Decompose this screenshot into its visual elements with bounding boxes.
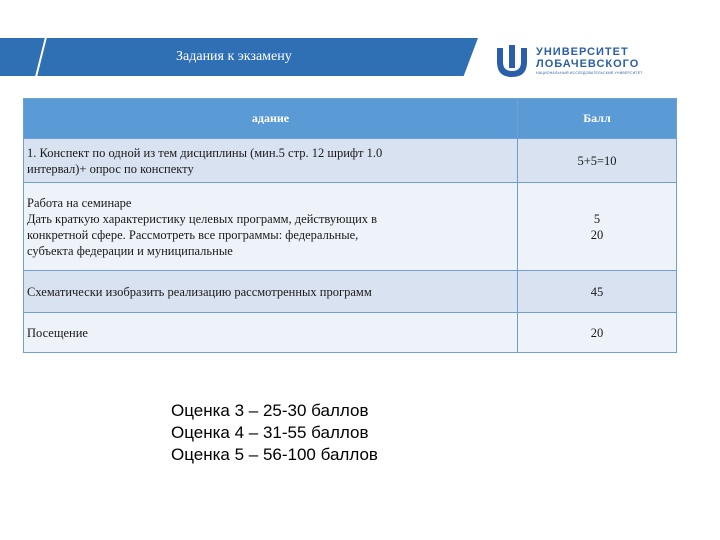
logo-wordmark <box>536 46 643 75</box>
task-cell <box>24 183 518 271</box>
task-line: конкретной сфере. Рассмотреть все программы: федеральные, <box>27 227 359 242</box>
score-cell <box>518 271 677 313</box>
logo-subtitle: НАЦИОНАЛЬНЫЙ ИССЛЕДОВАТЕЛЬСКИЙ УНИВЕРСИТЕТ <box>536 70 643 75</box>
grade-line: Оценка 4 – 31-55 баллов <box>171 423 369 442</box>
grade-line: Оценка 5 – 56-100 баллов <box>171 445 378 464</box>
score-value: 5+5=10 <box>577 153 617 168</box>
task-line: 1. Конспект по одной из тем дисциплины (мин.5 стр. 12 шрифт 1.0 <box>27 145 383 160</box>
logo-emblem-icon <box>494 42 530 78</box>
score-value: 20 <box>590 325 604 340</box>
task-line: Дать краткую характеристику целевых программ, действующих в <box>27 211 378 226</box>
task-cell <box>24 313 518 353</box>
logo-line-2: ЛОБАЧЕВСКОГО <box>536 57 640 70</box>
task-line: Посещение <box>27 325 88 340</box>
tasks-table <box>23 98 677 353</box>
task-line: интервал)+ опрос по конспекту <box>27 161 194 176</box>
header-task: адание <box>24 99 518 139</box>
table-row <box>24 183 677 271</box>
slide-title: Задания к экзамену <box>176 49 292 64</box>
score-value: 5 <box>593 211 601 226</box>
score-cell <box>518 183 677 271</box>
table-row <box>24 139 677 183</box>
table-header-row <box>24 99 677 139</box>
score-value: 45 <box>590 284 604 299</box>
score-cell <box>518 139 677 183</box>
task-cell <box>24 139 518 183</box>
task-line: субъекта федерации и муниципальные <box>27 243 233 258</box>
score-cell <box>518 313 677 353</box>
task-cell <box>24 271 518 313</box>
logo-line-1: УНИВЕРСИТЕТ <box>536 45 629 58</box>
grading-scale <box>171 400 378 466</box>
table-row <box>24 313 677 353</box>
task-line: Схематически изобразить реализацию рассмотренных программ <box>27 284 372 299</box>
university-logo <box>494 42 643 78</box>
score-value: 20 <box>590 227 604 242</box>
grade-line: Оценка 3 – 25-30 баллов <box>171 401 369 420</box>
task-line: Работа на семинаре <box>27 195 132 210</box>
table-row <box>24 271 677 313</box>
header-score: Балл <box>518 99 677 139</box>
